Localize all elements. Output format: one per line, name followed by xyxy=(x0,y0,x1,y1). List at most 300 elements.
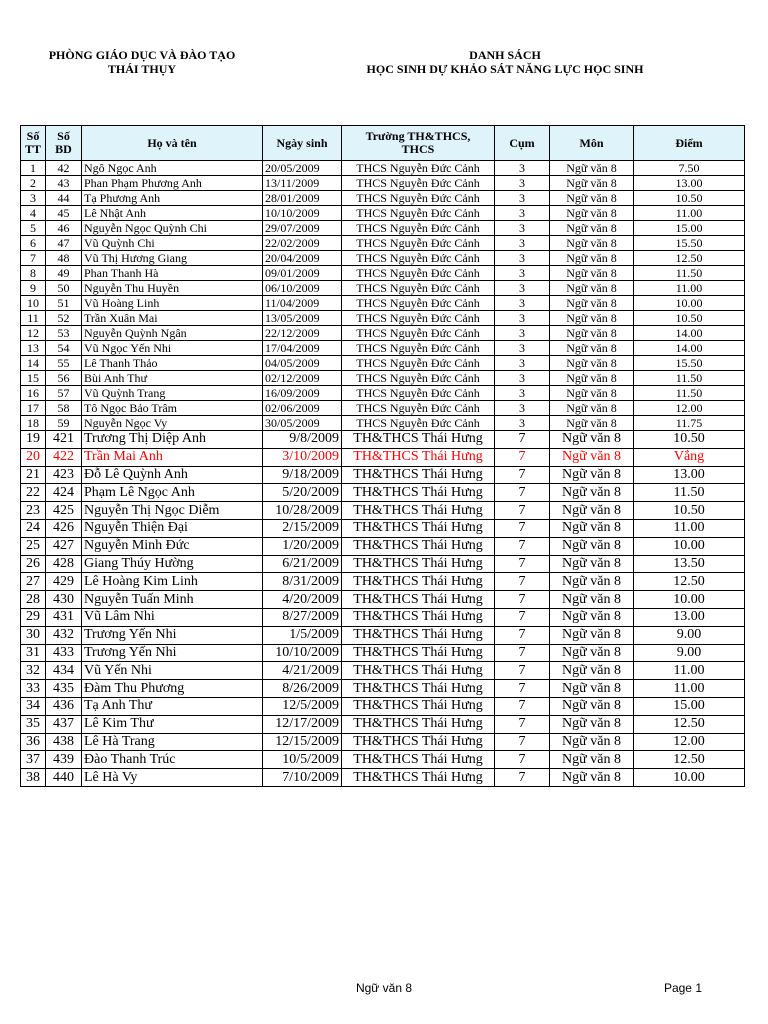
cell-sbd: 428 xyxy=(46,555,82,573)
cell-dob: 2/15/2009 xyxy=(263,519,342,537)
cell-name: Vũ Yến Nhi xyxy=(82,662,263,680)
cell-cluster: 3 xyxy=(495,221,550,236)
cell-name: Phan Phạm Phương Anh xyxy=(82,176,263,191)
cell-score: 11.50 xyxy=(634,371,745,386)
cell-school: THCS Nguyễn Đức Cảnh xyxy=(342,176,495,191)
cell-subject: Ngữ văn 8 xyxy=(550,680,634,698)
cell-dob: 20/04/2009 xyxy=(263,251,342,266)
cell-cluster: 7 xyxy=(495,680,550,698)
cell-score: 13.50 xyxy=(634,555,745,573)
cell-school: TH&THCS Thái Hưng xyxy=(342,680,495,698)
cell-name: Trần Mai Anh xyxy=(82,448,263,466)
cell-sbd: 46 xyxy=(46,221,82,236)
table-row xyxy=(21,431,745,449)
cell-name: Nguyễn Quỳnh Ngân xyxy=(82,326,263,341)
cell-subject: Ngữ văn 8 xyxy=(550,326,634,341)
cell-school: TH&THCS Thái Hưng xyxy=(342,466,495,484)
cell-cluster: 3 xyxy=(495,356,550,371)
cell-stt: 23 xyxy=(21,502,46,520)
cell-score: 11.50 xyxy=(634,266,745,281)
cell-dob: 13/11/2009 xyxy=(263,176,342,191)
table-row xyxy=(21,680,745,698)
cell-cluster: 3 xyxy=(495,206,550,221)
org-header xyxy=(22,48,262,76)
col-header-subject: Môn xyxy=(550,126,634,161)
cell-dob: 6/21/2009 xyxy=(263,555,342,573)
table-row xyxy=(21,236,745,251)
table-row xyxy=(21,448,745,466)
cell-subject: Ngữ văn 8 xyxy=(550,161,634,176)
cell-sbd: 438 xyxy=(46,733,82,751)
cell-school: THCS Nguyễn Đức Cảnh xyxy=(342,311,495,326)
cell-stt: 12 xyxy=(21,326,46,341)
cell-school: TH&THCS Thái Hưng xyxy=(342,626,495,644)
cell-name: Vũ Quỳnh Trang xyxy=(82,386,263,401)
cell-sbd: 431 xyxy=(46,608,82,626)
cell-sbd: 426 xyxy=(46,519,82,537)
cell-subject: Ngữ văn 8 xyxy=(550,311,634,326)
cell-dob: 9/8/2009 xyxy=(263,431,342,449)
cell-name: Nguyễn Thiện Đại xyxy=(82,519,263,537)
cell-cluster: 3 xyxy=(495,281,550,296)
cell-stt: 20 xyxy=(21,448,46,466)
cell-sbd: 54 xyxy=(46,341,82,356)
cell-subject: Ngữ văn 8 xyxy=(550,236,634,251)
cell-school: THCS Nguyễn Đức Cảnh xyxy=(342,296,495,311)
cell-school: THCS Nguyễn Đức Cảnh xyxy=(342,281,495,296)
cell-cluster: 3 xyxy=(495,251,550,266)
cell-cluster: 7 xyxy=(495,519,550,537)
cell-subject: Ngữ văn 8 xyxy=(550,751,634,769)
cell-subject: Ngữ văn 8 xyxy=(550,401,634,416)
cell-subject: Ngữ văn 8 xyxy=(550,176,634,191)
table-row xyxy=(21,466,745,484)
cell-stt: 25 xyxy=(21,537,46,555)
cell-name: Trương Yến Nhi xyxy=(82,626,263,644)
cell-subject: Ngữ văn 8 xyxy=(550,371,634,386)
cell-sbd: 440 xyxy=(46,769,82,787)
cell-cluster: 7 xyxy=(495,466,550,484)
footer-sheet-name: Ngữ văn 8 xyxy=(355,981,413,995)
cell-score: 12.50 xyxy=(634,251,745,266)
cell-score: 14.00 xyxy=(634,341,745,356)
cell-stt: 1 xyxy=(21,161,46,176)
cell-stt: 17 xyxy=(21,401,46,416)
cell-stt: 18 xyxy=(21,416,46,431)
table-header-row xyxy=(21,126,745,161)
cell-dob: 16/09/2009 xyxy=(263,386,342,401)
cell-name: Vũ Lâm Nhi xyxy=(82,608,263,626)
cell-score: 12.50 xyxy=(634,751,745,769)
cell-name: Nguyễn Ngọc Quỳnh Chi xyxy=(82,221,263,236)
cell-subject: Ngữ văn 8 xyxy=(550,537,634,555)
table-row xyxy=(21,341,745,356)
document-title xyxy=(330,48,680,76)
cell-cluster: 7 xyxy=(495,484,550,502)
cell-school: THCS Nguyễn Đức Cảnh xyxy=(342,326,495,341)
table-row xyxy=(21,221,745,236)
cell-dob: 8/26/2009 xyxy=(263,680,342,698)
cell-stt: 21 xyxy=(21,466,46,484)
cell-score: 10.00 xyxy=(634,591,745,609)
cell-stt: 36 xyxy=(21,733,46,751)
cell-cluster: 7 xyxy=(495,555,550,573)
cell-cluster: 7 xyxy=(495,662,550,680)
table-row xyxy=(21,176,745,191)
cell-school: TH&THCS Thái Hưng xyxy=(342,484,495,502)
cell-name: Trương Yến Nhi xyxy=(82,644,263,662)
table-row xyxy=(21,251,745,266)
cell-name: Phạm Lê Ngọc Anh xyxy=(82,484,263,502)
cell-score: 12.00 xyxy=(634,733,745,751)
cell-school: TH&THCS Thái Hưng xyxy=(342,697,495,715)
cell-stt: 8 xyxy=(21,266,46,281)
cell-stt: 15 xyxy=(21,371,46,386)
cell-cluster: 3 xyxy=(495,236,550,251)
cell-sbd: 50 xyxy=(46,281,82,296)
cell-score: 13.00 xyxy=(634,466,745,484)
cell-subject: Ngữ văn 8 xyxy=(550,555,634,573)
table-row xyxy=(21,371,745,386)
cell-name: Lê Kim Thư xyxy=(82,715,263,733)
cell-stt: 33 xyxy=(21,680,46,698)
cell-school: THCS Nguyễn Đức Cảnh xyxy=(342,341,495,356)
cell-score: 11.00 xyxy=(634,680,745,698)
cell-score: 12.50 xyxy=(634,715,745,733)
cell-subject: Ngữ văn 8 xyxy=(550,591,634,609)
cell-cluster: 7 xyxy=(495,573,550,591)
cell-dob: 28/01/2009 xyxy=(263,191,342,206)
table-row xyxy=(21,715,745,733)
cell-school: TH&THCS Thái Hưng xyxy=(342,733,495,751)
cell-name: Ngô Ngọc Anh xyxy=(82,161,263,176)
cell-cluster: 3 xyxy=(495,191,550,206)
table-row xyxy=(21,591,745,609)
cell-stt: 38 xyxy=(21,769,46,787)
cell-school: TH&THCS Thái Hưng xyxy=(342,769,495,787)
cell-school: TH&THCS Thái Hưng xyxy=(342,662,495,680)
cell-stt: 7 xyxy=(21,251,46,266)
cell-stt: 32 xyxy=(21,662,46,680)
cell-school: TH&THCS Thái Hưng xyxy=(342,555,495,573)
cell-cluster: 7 xyxy=(495,769,550,787)
cell-cluster: 7 xyxy=(495,626,550,644)
table-row xyxy=(21,484,745,502)
cell-school: THCS Nguyễn Đức Cảnh xyxy=(342,386,495,401)
cell-school: THCS Nguyễn Đức Cảnh xyxy=(342,356,495,371)
cell-stt: 2 xyxy=(21,176,46,191)
cell-sbd: 435 xyxy=(46,680,82,698)
cell-cluster: 7 xyxy=(495,697,550,715)
cell-dob: 10/5/2009 xyxy=(263,751,342,769)
cell-score: 7.50 xyxy=(634,161,745,176)
cell-dob: 10/10/2009 xyxy=(263,206,342,221)
cell-dob: 3/10/2009 xyxy=(263,448,342,466)
cell-dob: 1/20/2009 xyxy=(263,537,342,555)
cell-sbd: 421 xyxy=(46,431,82,449)
cell-subject: Ngữ văn 8 xyxy=(550,191,634,206)
cell-sbd: 47 xyxy=(46,236,82,251)
cell-name: Tạ Phương Anh xyxy=(82,191,263,206)
cell-school: THCS Nguyễn Đức Cảnh xyxy=(342,266,495,281)
cell-school: TH&THCS Thái Hưng xyxy=(342,502,495,520)
cell-dob: 06/10/2009 xyxy=(263,281,342,296)
cell-name: Tô Ngọc Bảo Trâm xyxy=(82,401,263,416)
cell-subject: Ngữ văn 8 xyxy=(550,296,634,311)
cell-score: 10.50 xyxy=(634,502,745,520)
cell-sbd: 52 xyxy=(46,311,82,326)
cell-sbd: 424 xyxy=(46,484,82,502)
cell-dob: 22/12/2009 xyxy=(263,326,342,341)
table-row xyxy=(21,191,745,206)
cell-stt: 10 xyxy=(21,296,46,311)
col-header-cluster: Cụm xyxy=(495,126,550,161)
cell-school: TH&THCS Thái Hưng xyxy=(342,537,495,555)
table-row xyxy=(21,401,745,416)
cell-stt: 26 xyxy=(21,555,46,573)
cell-dob: 5/20/2009 xyxy=(263,484,342,502)
cell-name: Lê Nhật Anh xyxy=(82,206,263,221)
cell-sbd: 55 xyxy=(46,356,82,371)
cell-name: Vũ Quỳnh Chi xyxy=(82,236,263,251)
cell-sbd: 59 xyxy=(46,416,82,431)
cell-cluster: 7 xyxy=(495,537,550,555)
cell-dob: 30/05/2009 xyxy=(263,416,342,431)
cell-school: TH&THCS Thái Hưng xyxy=(342,519,495,537)
cell-stt: 27 xyxy=(21,573,46,591)
cell-name: Vũ Ngọc Yến Nhi xyxy=(82,341,263,356)
table-row xyxy=(21,573,745,591)
cell-score: 10.00 xyxy=(634,769,745,787)
cell-name: Phan Thanh Hà xyxy=(82,266,263,281)
org-line-1: PHÒNG GIÁO DỤC VÀ ĐÀO TẠO xyxy=(48,48,236,62)
cell-stt: 29 xyxy=(21,608,46,626)
cell-dob: 4/20/2009 xyxy=(263,591,342,609)
cell-subject: Ngữ văn 8 xyxy=(550,662,634,680)
cell-name: Nguyễn Thị Ngọc Diễm xyxy=(82,502,263,520)
cell-sbd: 434 xyxy=(46,662,82,680)
cell-dob: 02/12/2009 xyxy=(263,371,342,386)
cell-score: 11.75 xyxy=(634,416,745,431)
cell-dob: 17/04/2009 xyxy=(263,341,342,356)
cell-dob: 09/01/2009 xyxy=(263,266,342,281)
cell-score: 11.00 xyxy=(634,206,745,221)
cell-school: THCS Nguyễn Đức Cảnh xyxy=(342,251,495,266)
cell-name: Lê Thanh Thảo xyxy=(82,356,263,371)
cell-score: 15.00 xyxy=(634,697,745,715)
table-row xyxy=(21,626,745,644)
table-row xyxy=(21,519,745,537)
cell-stt: 9 xyxy=(21,281,46,296)
cell-dob: 04/05/2009 xyxy=(263,356,342,371)
table-row xyxy=(21,386,745,401)
cell-name: Vũ Hoàng Linh xyxy=(82,296,263,311)
cell-score: 14.00 xyxy=(634,326,745,341)
cell-sbd: 53 xyxy=(46,326,82,341)
cell-subject: Ngữ văn 8 xyxy=(550,715,634,733)
cell-subject: Ngữ văn 8 xyxy=(550,733,634,751)
cell-name: Bùi Anh Thư xyxy=(82,371,263,386)
cell-score: 12.00 xyxy=(634,401,745,416)
cell-dob: 8/27/2009 xyxy=(263,608,342,626)
cell-school: TH&THCS Thái Hưng xyxy=(342,644,495,662)
cell-score: 10.50 xyxy=(634,311,745,326)
cell-school: THCS Nguyễn Đức Cảnh xyxy=(342,401,495,416)
cell-sbd: 436 xyxy=(46,697,82,715)
cell-cluster: 3 xyxy=(495,416,550,431)
cell-cluster: 7 xyxy=(495,431,550,449)
cell-sbd: 58 xyxy=(46,401,82,416)
cell-sbd: 45 xyxy=(46,206,82,221)
cell-score: 13.00 xyxy=(634,608,745,626)
cell-score: 9.00 xyxy=(634,644,745,662)
cell-cluster: 3 xyxy=(495,161,550,176)
cell-score: 10.50 xyxy=(634,431,745,449)
cell-score: 12.50 xyxy=(634,573,745,591)
title-line-2: HỌC SINH DỰ KHẢO SÁT NĂNG LỰC HỌC SINH xyxy=(366,62,644,76)
cell-cluster: 3 xyxy=(495,401,550,416)
cell-subject: Ngữ văn 8 xyxy=(550,341,634,356)
table-row xyxy=(21,644,745,662)
cell-dob: 29/07/2009 xyxy=(263,221,342,236)
org-line-2: THÁI THỤY xyxy=(107,62,177,76)
col-header-stt: Số TT xyxy=(21,126,46,161)
cell-stt: 5 xyxy=(21,221,46,236)
table-row xyxy=(21,733,745,751)
table-row xyxy=(21,502,745,520)
cell-cluster: 7 xyxy=(495,715,550,733)
cell-name: Lê Hoàng Kim Linh xyxy=(82,573,263,591)
cell-stt: 35 xyxy=(21,715,46,733)
cell-cluster: 7 xyxy=(495,448,550,466)
cell-dob: 20/05/2009 xyxy=(263,161,342,176)
cell-name: Nguyễn Thu Huyền xyxy=(82,281,263,296)
cell-stt: 28 xyxy=(21,591,46,609)
table-row xyxy=(21,769,745,787)
cell-dob: 12/15/2009 xyxy=(263,733,342,751)
cell-subject: Ngữ văn 8 xyxy=(550,697,634,715)
cell-score: 11.50 xyxy=(634,484,745,502)
cell-school: THCS Nguyễn Đức Cảnh xyxy=(342,161,495,176)
cell-cluster: 3 xyxy=(495,371,550,386)
cell-cluster: 7 xyxy=(495,644,550,662)
cell-name: Đỗ Lê Quỳnh Anh xyxy=(82,466,263,484)
cell-score: Vắng xyxy=(634,448,745,466)
cell-subject: Ngữ văn 8 xyxy=(550,281,634,296)
cell-dob: 02/06/2009 xyxy=(263,401,342,416)
cell-sbd: 427 xyxy=(46,537,82,555)
cell-sbd: 423 xyxy=(46,466,82,484)
cell-dob: 13/05/2009 xyxy=(263,311,342,326)
cell-sbd: 56 xyxy=(46,371,82,386)
cell-subject: Ngữ văn 8 xyxy=(550,484,634,502)
cell-school: TH&THCS Thái Hưng xyxy=(342,591,495,609)
col-header-sbd: Số BD xyxy=(46,126,82,161)
cell-stt: 30 xyxy=(21,626,46,644)
cell-stt: 3 xyxy=(21,191,46,206)
cell-score: 10.50 xyxy=(634,191,745,206)
cell-sbd: 429 xyxy=(46,573,82,591)
cell-dob: 9/18/2009 xyxy=(263,466,342,484)
col-header-score: Điểm xyxy=(634,126,745,161)
cell-dob: 22/02/2009 xyxy=(263,236,342,251)
cell-subject: Ngữ văn 8 xyxy=(550,448,634,466)
cell-subject: Ngữ văn 8 xyxy=(550,386,634,401)
cell-stt: 19 xyxy=(21,431,46,449)
cell-school: TH&THCS Thái Hưng xyxy=(342,751,495,769)
table-row xyxy=(21,161,745,176)
cell-dob: 10/28/2009 xyxy=(263,502,342,520)
cell-subject: Ngữ văn 8 xyxy=(550,266,634,281)
cell-score: 13.00 xyxy=(634,176,745,191)
cell-sbd: 433 xyxy=(46,644,82,662)
cell-name: Lê Hà Trang xyxy=(82,733,263,751)
cell-cluster: 3 xyxy=(495,341,550,356)
cell-stt: 24 xyxy=(21,519,46,537)
cell-school: THCS Nguyễn Đức Cảnh xyxy=(342,371,495,386)
cell-sbd: 57 xyxy=(46,386,82,401)
cell-stt: 13 xyxy=(21,341,46,356)
table-row xyxy=(21,206,745,221)
cell-score: 15.50 xyxy=(634,236,745,251)
cell-subject: Ngữ văn 8 xyxy=(550,416,634,431)
cell-subject: Ngữ văn 8 xyxy=(550,356,634,371)
cell-stt: 14 xyxy=(21,356,46,371)
cell-sbd: 425 xyxy=(46,502,82,520)
cell-score: 11.00 xyxy=(634,519,745,537)
cell-dob: 4/21/2009 xyxy=(263,662,342,680)
table-row xyxy=(21,266,745,281)
cell-school: THCS Nguyễn Đức Cảnh xyxy=(342,206,495,221)
cell-score: 11.50 xyxy=(634,386,745,401)
cell-stt: 16 xyxy=(21,386,46,401)
table-row xyxy=(21,311,745,326)
cell-sbd: 42 xyxy=(46,161,82,176)
col-header-name: Họ và tên xyxy=(82,126,263,161)
cell-name: Nguyễn Tuấn Minh xyxy=(82,591,263,609)
table-row xyxy=(21,416,745,431)
cell-cluster: 3 xyxy=(495,326,550,341)
cell-sbd: 49 xyxy=(46,266,82,281)
cell-name: Nguyễn Minh Đức xyxy=(82,537,263,555)
cell-dob: 11/04/2009 xyxy=(263,296,342,311)
col-header-school: Trường TH&THCS, THCS xyxy=(342,126,495,161)
footer-page-number: Page 1 xyxy=(663,981,702,995)
cell-subject: Ngữ văn 8 xyxy=(550,502,634,520)
table-row xyxy=(21,281,745,296)
cell-sbd: 44 xyxy=(46,191,82,206)
cell-subject: Ngữ văn 8 xyxy=(550,608,634,626)
cell-subject: Ngữ văn 8 xyxy=(550,573,634,591)
cell-stt: 6 xyxy=(21,236,46,251)
cell-dob: 7/10/2009 xyxy=(263,769,342,787)
cell-name: Trương Thị Diệp Anh xyxy=(82,431,263,449)
cell-subject: Ngữ văn 8 xyxy=(550,431,634,449)
cell-cluster: 3 xyxy=(495,311,550,326)
cell-school: TH&THCS Thái Hưng xyxy=(342,608,495,626)
cell-cluster: 3 xyxy=(495,266,550,281)
cell-cluster: 7 xyxy=(495,751,550,769)
table-row xyxy=(21,326,745,341)
cell-name: Trần Xuân Mai xyxy=(82,311,263,326)
cell-stt: 11 xyxy=(21,311,46,326)
cell-subject: Ngữ văn 8 xyxy=(550,251,634,266)
cell-cluster: 3 xyxy=(495,386,550,401)
cell-sbd: 51 xyxy=(46,296,82,311)
cell-name: Vũ Thị Hương Giang xyxy=(82,251,263,266)
cell-school: THCS Nguyễn Đức Cảnh xyxy=(342,191,495,206)
cell-cluster: 3 xyxy=(495,176,550,191)
